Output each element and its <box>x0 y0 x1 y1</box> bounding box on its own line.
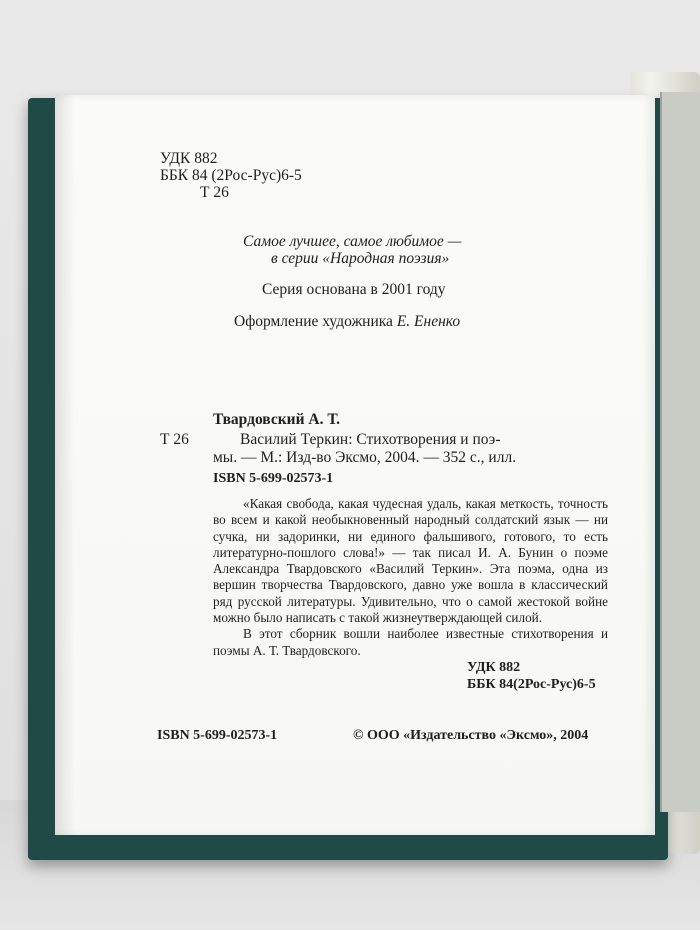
series-founded: Серия основана в 2001 году <box>262 281 446 298</box>
footer-copyright: © ООО «Издательство «Эксмо», 2004 <box>353 728 589 743</box>
design-artist: Е. Ененко <box>396 313 461 330</box>
annotation-paragraph-2: В этот сборник вошли наиболее известные стихотворения и поэмы А. Т. Твардовского. <box>213 626 608 658</box>
catalog-author: Твардовский А. Т. <box>213 411 341 428</box>
bbk-code-top: ББК 84 (2Рос-Рус)6-5 <box>160 167 302 184</box>
annotation-paragraph-1: «Какая свобода, какая чудесная удаль, какая меткость, точность во всем и какой необыкновенный народный солдатский язык — ни сучка, ни задоринки, ни единого фальшивого, готового, то есть литературно-пошлого слова!» — так писал И. А. Бунин о поэме Александра Твардовского «Василий Теркин». Эта поэма, одна из вершин творчества Твардовского, давно уже вошла в классический ряд русской литературы. Удивительно, что о самой жестокой войне можно было написать с такой жизнеутверждающей силой. <box>213 496 608 626</box>
design-credit <box>234 313 460 331</box>
design-prefix: Оформление художника <box>234 313 393 330</box>
catalog-title-line-1: Василий Теркин: Стихотворения и поэ- <box>240 431 501 448</box>
catalog-left-mark: Т 26 <box>160 431 189 448</box>
footer-isbn: ISBN 5-699-02573-1 <box>157 728 278 743</box>
catalog-annotation <box>213 496 608 659</box>
udk-code-top: УДК 882 <box>160 150 218 167</box>
catalog-isbn: ISBN 5-699-02573-1 <box>213 471 334 486</box>
catalog-udk: УДК 882 <box>467 660 521 675</box>
author-mark-top: Т 26 <box>200 184 229 201</box>
catalog-title-line-2: мы. — М.: Изд-во Эксмо, 2004. — 352 с., илл. <box>213 449 517 466</box>
series-line-1: Самое лучшее, самое любимое — <box>243 233 462 250</box>
page-gutter-shadow <box>55 95 75 835</box>
series-line-2: в серии «Народная поэзия» <box>271 250 450 267</box>
book-inner-panel <box>660 92 700 812</box>
catalog-bbk: ББК 84(2Рос-Рус)6-5 <box>467 677 596 692</box>
